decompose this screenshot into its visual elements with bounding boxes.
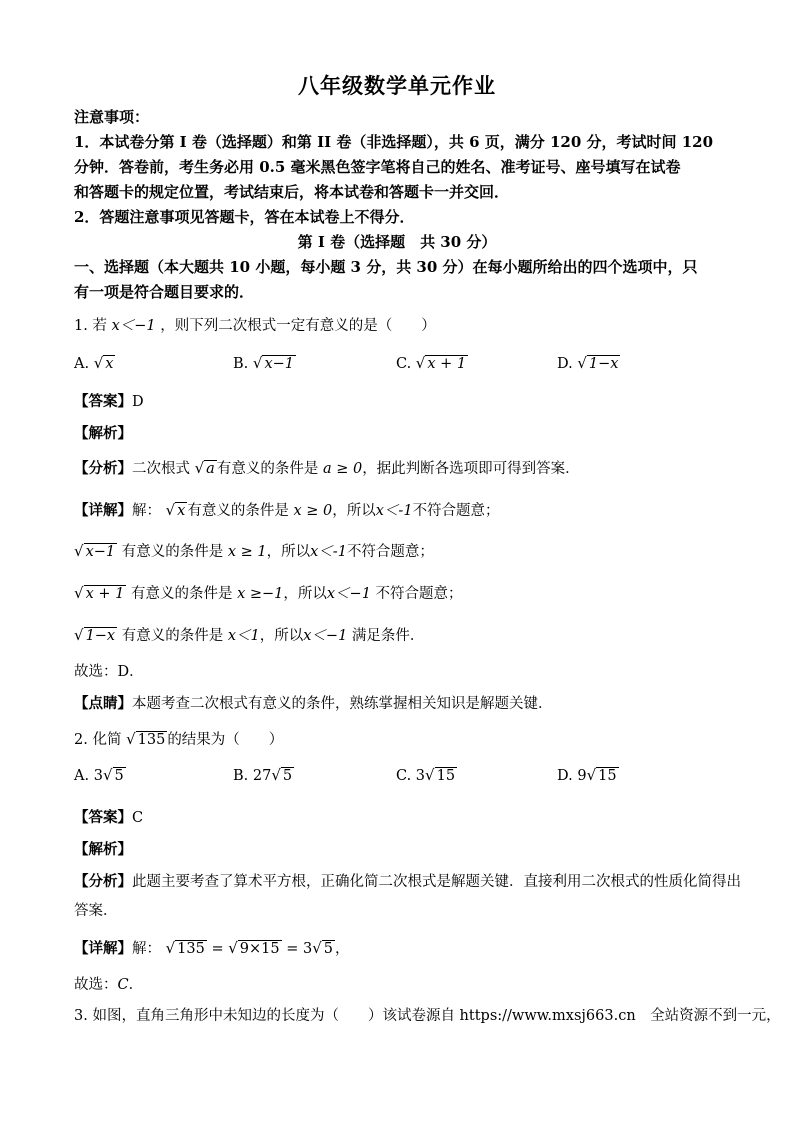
q1-detail-3-condition: x ≥−1 — [237, 586, 284, 602]
q1-fenxi-condition: a ≥ 0 — [322, 461, 363, 477]
q2-suffix: 的结果为（ ） — [167, 732, 284, 748]
q1-fenxi — [74, 457, 580, 478]
q1-detail-3-radicand: x + 1 — [85, 586, 125, 602]
q1-detail-4-end: 满足条件． — [347, 628, 425, 644]
q1-option-d-radicand: 1−x — [588, 356, 619, 372]
q1-detail-1-radicand: x — [177, 503, 186, 519]
q2-option-c-radical: √ 15 — [425, 766, 456, 784]
q1-detail-1-mid: 有意义的条件是 — [187, 503, 289, 519]
q2-fenxi-line-1 — [74, 870, 741, 891]
q2-option-a-label: A. — [74, 768, 90, 784]
q1-detail-4-radical: √ 1−x — [74, 626, 116, 644]
q1-point-text: 本题考查二次根式有意义的条件，熟练掌握相关知识是解题关键． — [132, 696, 553, 712]
q1-choose: 故选：D． — [74, 664, 144, 680]
q2-detail-eq-2: = 3 — [281, 941, 313, 957]
q2-detail-eq-1: = — [206, 941, 229, 957]
q2-detail-end: ， — [335, 941, 350, 957]
q2-analysis-tag: 【解析】 — [74, 841, 132, 858]
q2-prefix: 2. 化简 — [74, 732, 122, 748]
q1-option-b-label: B. — [233, 356, 249, 372]
part1-instruction-2: 有一项是符合题目要求的． — [74, 283, 255, 301]
q1-detail-tag: 【详解】 — [74, 502, 132, 519]
q2-detail-radicand-2: 9×15 — [239, 941, 280, 957]
question-1-stem — [74, 314, 436, 335]
q2-detail-pre: 解： — [132, 941, 161, 957]
q1-detail-1-radical: √ x — [165, 501, 186, 519]
q1-option-a-label: A. — [74, 356, 90, 372]
q2-option-a-radicand: 5 — [114, 768, 124, 784]
q2-choose-pre: 故选： — [74, 977, 118, 993]
q1-option-b — [233, 354, 296, 372]
q1-point-tag: 【点睛】 — [74, 695, 132, 712]
q1-detail-2-x: x＜-1 — [310, 544, 347, 560]
q2-option-b-radicand: 5 — [282, 768, 293, 784]
q1-detail-3-x: x＜−1 — [326, 586, 371, 602]
question-3-stem: 3. 如图，直角三角形中未知边的长度为（ ）该试卷源自 https://www.mxsj663.cn 全站资源不到一元， — [74, 1008, 781, 1024]
q1-detail-2-end: 不符合题意； — [346, 544, 434, 560]
q1-answer-value: D — [132, 394, 144, 410]
q2-option-a — [74, 766, 126, 784]
q2-detail-radical-1: √ 135 — [165, 939, 205, 957]
q2-answer — [74, 806, 143, 827]
q2-detail-radical-3: √ 5 — [312, 939, 334, 957]
q2-option-b-coef: 27 — [252, 768, 272, 784]
q1-detail-pre: 解： — [132, 503, 161, 519]
q1-point — [74, 692, 553, 713]
q2-option-a-coef: 3 — [93, 768, 103, 784]
q1-option-c — [396, 354, 468, 372]
q1-detail-3-post: ，所以 — [283, 586, 327, 602]
q1-detail-4-mid: 有意义的条件是 — [117, 628, 224, 644]
q1-option-d — [557, 354, 620, 372]
q2-fenxi-text-1: 此题主要考查了算术平方根，正确化简二次根式是解题关键．直接利用二次根式的性质化简得出 — [132, 874, 741, 890]
q1-suffix: ，则下列二次根式一定有意义的是（ ） — [160, 318, 436, 334]
q2-option-c-coef: 3 — [415, 768, 426, 784]
q1-option-d-label: D. — [557, 356, 573, 372]
q1-fenxi-radical: √ a — [194, 459, 215, 477]
q2-detail-tag: 【详解】 — [74, 940, 132, 957]
q2-fenxi-tag: 【分析】 — [74, 873, 132, 890]
q2-detail-radical-2: √ 9×15 — [228, 939, 280, 957]
q1-detail-1-end: 不符合题意； — [412, 503, 500, 519]
q1-condition: x＜−1 — [111, 318, 156, 334]
q1-option-c-radical: √ x + 1 — [415, 354, 467, 372]
q1-option-a-radical: √ x — [93, 354, 114, 372]
q1-detail-2-condition: x ≥ 1 — [227, 544, 267, 560]
question-2-stem — [74, 728, 283, 749]
q1-detail-2-radical: √ x−1 — [74, 542, 116, 560]
q1-option-d-radical: √ 1−x — [577, 354, 619, 372]
q1-analysis-tag: 【解析】 — [74, 425, 132, 442]
q2-option-d-coef: 9 — [577, 768, 587, 784]
q2-choose — [74, 973, 143, 994]
q1-fenxi-pre: 二次根式 — [132, 461, 190, 477]
q1-detail-3-mid: 有意义的条件是 — [126, 586, 233, 602]
q2-option-d — [557, 766, 619, 784]
q1-fenxi-tag: 【分析】 — [74, 460, 132, 477]
q2-option-a-radical: √ 5 — [102, 766, 124, 784]
q2-option-d-radical: √ 15 — [586, 766, 617, 784]
document-title: 八年级数学单元作业 — [298, 73, 496, 98]
q2-option-b-label: B. — [233, 768, 249, 784]
notice-line-4: 2．答题注意事项见答题卡，答在本试卷上不得分． — [74, 208, 415, 226]
notice-line-2: 分钟．答卷前，考生务必用 0.5 毫米黑色签字笔将自己的姓名、准考证号、座号填写在试卷 — [74, 158, 681, 176]
q2-detail-radicand-3: 5 — [323, 941, 334, 957]
q1-prefix: 1. 若 — [74, 318, 107, 334]
q1-answer — [74, 390, 144, 411]
q1-option-a-radicand: x — [105, 356, 114, 372]
q2-option-d-label: D. — [557, 768, 573, 784]
q1-detail-1-condition: x ≥ 0 — [293, 503, 333, 519]
q1-detail-1 — [74, 499, 500, 520]
notice-heading: 注意事项： — [74, 108, 150, 126]
q2-detail-radicand-1: 135 — [177, 941, 205, 957]
q1-detail-4-radicand: 1−x — [85, 628, 116, 644]
q1-option-b-radical: √ x−1 — [252, 354, 294, 372]
section-heading: 第 I 卷（选择题 共 30 分） — [297, 233, 497, 251]
q1-answer-tag: 【答案】 — [74, 393, 132, 410]
q1-fenxi-post: ，据此判断各选项即可得到答案． — [362, 461, 580, 477]
q1-option-a — [74, 354, 115, 372]
q2-option-c — [396, 766, 457, 784]
q1-fenxi-mid: 有意义的条件是 — [216, 461, 319, 477]
q2-detail — [74, 937, 350, 958]
q2-option-c-radicand: 15 — [436, 768, 456, 784]
q1-option-b-radicand: x−1 — [264, 356, 294, 372]
q2-fenxi-line-2: 答案． — [74, 903, 118, 919]
q1-detail-4-condition: x＜1 — [227, 628, 260, 644]
q1-detail-2 — [74, 540, 434, 561]
q1-detail-2-mid: 有意义的条件是 — [117, 544, 224, 560]
notice-line-1: 1．本试卷分第 I 卷（选择题）和第 II 卷（非选择题），共 6 页，满分 120 分，考试时间 120 — [74, 133, 714, 151]
q2-answer-tag: 【答案】 — [74, 809, 132, 826]
q1-detail-3 — [74, 582, 463, 603]
q1-fenxi-radicand: a — [206, 461, 215, 477]
q2-option-d-radicand: 15 — [598, 768, 617, 784]
q2-option-b-radical: √ 5 — [271, 766, 293, 784]
q1-detail-4-post: ，所以 — [259, 628, 304, 644]
q1-detail-1-post: ，所以 — [332, 503, 376, 519]
q2-answer-value: C — [132, 810, 144, 826]
q2-option-c-label: C. — [396, 768, 412, 784]
q1-detail-3-end: 不符合题意； — [370, 586, 463, 602]
q2-option-b — [233, 766, 294, 784]
q1-detail-4-x: x＜−1 — [303, 628, 348, 644]
q1-detail-1-x: x＜-1 — [375, 503, 413, 519]
q2-choose-value: C — [117, 977, 129, 993]
q1-detail-2-post: ，所以 — [266, 544, 311, 560]
q1-option-c-label: C. — [396, 356, 412, 372]
part1-instruction-1: 一、选择题（本大题共 10 小题，每小题 3 分，共 30 分）在每小题所给出的四个选项中，只 — [74, 258, 698, 276]
q2-choose-end: ． — [128, 977, 144, 993]
q1-option-c-radicand: x + 1 — [427, 356, 467, 372]
notice-line-3: 和答题卡的规定位置，考试结束后，将本试卷和答题卡一并交回． — [74, 183, 510, 201]
q1-detail-4 — [74, 624, 424, 645]
q1-detail-3-radical: √ x + 1 — [74, 584, 125, 602]
q2-radicand: 135 — [137, 732, 166, 748]
q2-radical: √ 135 — [126, 730, 166, 748]
q1-detail-2-radicand: x−1 — [85, 544, 116, 560]
